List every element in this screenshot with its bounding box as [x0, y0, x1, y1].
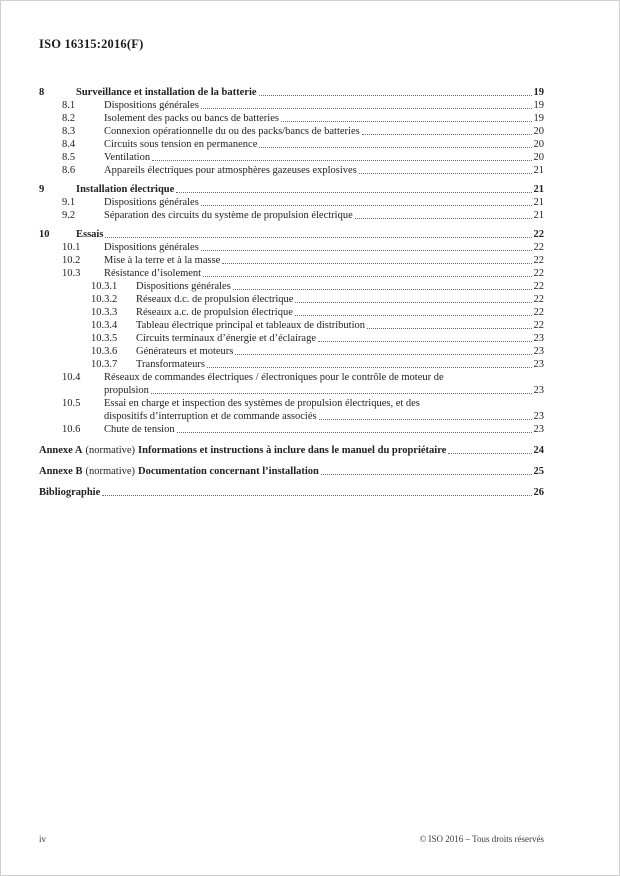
entry-title: Tableau électrique principal et tableaux de distribution	[136, 320, 366, 331]
toc-entry[interactable]	[39, 125, 544, 138]
toc-entry-line	[39, 228, 544, 241]
entry-title: Chute de tension	[104, 424, 175, 435]
annex-normative-tag: (normative)	[85, 445, 136, 456]
toc-entry[interactable]	[39, 196, 544, 209]
entry-title: Générateurs et moteurs	[136, 346, 234, 357]
toc-entry[interactable]	[39, 371, 544, 397]
toc-entry-line	[39, 183, 544, 196]
entry-title: Isolement des packs ou bancs de batteries	[104, 113, 279, 124]
toc-entry-line	[39, 486, 544, 499]
entry-page-number: 22	[533, 320, 544, 331]
entry-page-number: 23	[533, 385, 544, 396]
toc-entry-line	[39, 241, 544, 254]
annex-label: Annexe B	[39, 466, 83, 477]
entry-number: 10.5	[62, 398, 81, 409]
entry-title-continuation: propulsion	[104, 385, 149, 396]
entry-page-number: 19	[533, 87, 544, 98]
entry-title: Réseaux a.c. de propulsion électrique	[136, 307, 293, 318]
entry-number: 10.3.3	[91, 307, 118, 318]
toc-entry[interactable]	[39, 86, 544, 99]
toc-entry[interactable]	[39, 397, 544, 423]
entry-number: 8.5	[62, 152, 76, 163]
entry-title: Documentation concernant l’installation	[138, 466, 319, 477]
entry-number: 8.4	[62, 139, 76, 150]
entry-title: Circuits sous tension en permanence	[104, 139, 258, 150]
dotted-leader	[201, 107, 532, 109]
toc-entry[interactable]	[39, 280, 544, 293]
toc-entry-line	[39, 86, 544, 99]
toc-entry-line	[39, 99, 544, 112]
dotted-leader	[222, 262, 531, 264]
toc-entry[interactable]	[39, 228, 544, 241]
entry-number: 10.6	[62, 424, 81, 435]
dotted-leader	[203, 275, 531, 277]
toc-entry[interactable]	[39, 465, 544, 478]
entry-title: Essais	[76, 229, 104, 240]
entry-title: Appareils électriques pour atmosphères gazeuses explosives	[104, 165, 357, 176]
entry-page-number: 19	[533, 100, 544, 111]
toc-entry-line	[39, 397, 544, 410]
dotted-leader	[102, 494, 531, 496]
entry-number: 10.3.2	[91, 294, 118, 305]
entry-page-number: 21	[533, 184, 544, 195]
entry-title: Circuits terminaux d’énergie et d’éclairage	[136, 333, 316, 344]
entry-page-number: 21	[533, 197, 544, 208]
entry-page-number: 21	[533, 165, 544, 176]
entry-title: Transformateurs	[136, 359, 206, 370]
entry-page-number: 20	[533, 152, 544, 163]
entry-page-number: 22	[533, 281, 544, 292]
entry-page-number: 19	[533, 113, 544, 124]
entry-number: 8.3	[62, 126, 76, 137]
toc-entry[interactable]	[39, 306, 544, 319]
document-reference-header: ISO 16315:2016(F)	[39, 37, 144, 51]
entry-title: Résistance d’isolement	[104, 268, 202, 279]
entry-page-number: 26	[533, 487, 544, 498]
toc-entry-line	[39, 254, 544, 267]
entry-page-number: 24	[533, 445, 544, 456]
entry-number: 8.1	[62, 100, 76, 111]
entry-number: 10.3.6	[91, 346, 118, 357]
entry-title: Mise à la terre et à la masse	[104, 255, 221, 266]
entry-title: Dispositions générales	[104, 197, 199, 208]
toc-entry[interactable]	[39, 319, 544, 332]
entry-title: Réseaux de commandes électriques / électroniques pour le contrôle de moteur de	[104, 372, 444, 383]
entry-page-number: 20	[533, 139, 544, 150]
toc-entry[interactable]	[39, 151, 544, 164]
toc-entry-line	[39, 267, 544, 280]
toc-entry-line	[39, 345, 544, 358]
entry-page-number: 21	[533, 210, 544, 221]
toc-entry[interactable]	[39, 254, 544, 267]
entry-page-number: 22	[533, 229, 544, 240]
entry-title: Dispositions générales	[136, 281, 231, 292]
toc-entry[interactable]	[39, 444, 544, 457]
toc-entry[interactable]	[39, 486, 544, 499]
entry-title: Réseaux d.c. de propulsion électrique	[136, 294, 294, 305]
toc-entry-line	[39, 196, 544, 209]
toc-entry-line	[39, 125, 544, 138]
entry-page-number: 22	[533, 255, 544, 266]
entry-title: Bibliographie	[39, 487, 101, 498]
toc-entry-line	[39, 444, 544, 457]
entry-title: Installation électrique	[76, 184, 175, 195]
entry-number: 10.3.7	[91, 359, 118, 370]
entry-number: 9	[39, 184, 45, 195]
entry-number: 9.2	[62, 210, 76, 221]
toc-entry[interactable]	[39, 358, 544, 371]
entry-number: 10.3.5	[91, 333, 118, 344]
entry-title: Dispositions générales	[104, 242, 199, 253]
toc-entry[interactable]	[39, 138, 544, 151]
entry-page-number: 23	[533, 346, 544, 357]
dotted-leader	[448, 452, 531, 454]
entry-page-number: 25	[533, 466, 544, 477]
entry-page-number: 22	[533, 242, 544, 253]
toc-entry-line-continuation	[39, 410, 544, 423]
toc-entry-line	[39, 293, 544, 306]
dotted-leader	[359, 172, 532, 174]
toc-entry-line	[39, 151, 544, 164]
dotted-leader	[318, 340, 532, 342]
entry-number: 10.4	[62, 372, 81, 383]
toc-entry-line	[39, 280, 544, 293]
page-footer	[39, 834, 544, 844]
toc-entry-line	[39, 138, 544, 151]
dotted-leader	[319, 418, 532, 420]
toc-entry-line	[39, 371, 544, 384]
dotted-leader	[207, 366, 531, 368]
toc-entry[interactable]	[39, 164, 544, 177]
toc-entry-line	[39, 358, 544, 371]
toc-entry[interactable]	[39, 345, 544, 358]
toc-entry[interactable]	[39, 332, 544, 345]
dotted-leader	[362, 133, 532, 135]
entry-page-number: 23	[533, 359, 544, 370]
entry-number: 10.2	[62, 255, 81, 266]
toc-entry-line	[39, 112, 544, 125]
toc-entry-line	[39, 423, 544, 436]
entry-title: Surveillance et installation de la batterie	[76, 87, 257, 98]
entry-number: 10.3	[62, 268, 81, 279]
dotted-leader	[176, 191, 531, 193]
entry-title-continuation: dispositifs d’interruption et de commande associés	[104, 411, 317, 422]
entry-number: 10.3.4	[91, 320, 118, 331]
dotted-leader	[177, 431, 532, 433]
dotted-leader	[151, 392, 532, 394]
entry-number: 10	[39, 229, 50, 240]
toc-entry-line	[39, 306, 544, 319]
dotted-leader	[281, 120, 532, 122]
toc-entry[interactable]	[39, 423, 544, 436]
page-number-roman: iv	[39, 834, 47, 844]
entry-page-number: 20	[533, 126, 544, 137]
toc-entry[interactable]	[39, 209, 544, 222]
dotted-leader	[295, 301, 531, 303]
toc	[39, 80, 544, 499]
toc-entry[interactable]	[39, 112, 544, 125]
entry-page-number: 23	[533, 333, 544, 344]
entry-title: Connexion opérationnelle du ou des packs/bancs de batteries	[104, 126, 360, 137]
toc-entry-line	[39, 164, 544, 177]
entry-title: Ventilation	[104, 152, 151, 163]
toc-entry-line	[39, 332, 544, 345]
toc-entry-line-continuation	[39, 384, 544, 397]
toc-entry[interactable]	[39, 241, 544, 254]
annex-normative-tag: (normative)	[85, 466, 136, 477]
dotted-leader	[295, 314, 532, 316]
entry-title: Séparation des circuits du système de propulsion électrique	[104, 210, 353, 221]
dotted-leader	[105, 236, 531, 238]
entry-page-number: 22	[533, 294, 544, 305]
dotted-leader	[355, 217, 532, 219]
dotted-leader	[201, 204, 532, 206]
entry-page-number: 22	[533, 307, 544, 318]
toc-entry[interactable]	[39, 293, 544, 306]
entry-number: 8	[39, 87, 45, 98]
dotted-leader	[233, 288, 532, 290]
toc-entry[interactable]	[39, 267, 544, 280]
toc-entry-line	[39, 209, 544, 222]
entry-title: Dispositions générales	[104, 100, 199, 111]
entry-number: 8.2	[62, 113, 76, 124]
entry-page-number: 23	[533, 411, 544, 422]
toc-entry[interactable]	[39, 99, 544, 112]
toc-entry[interactable]	[39, 183, 544, 196]
dotted-leader	[152, 159, 531, 161]
entry-number: 9.1	[62, 197, 76, 208]
entry-page-number: 22	[533, 268, 544, 279]
dotted-leader	[367, 327, 531, 329]
toc-entry-line	[39, 465, 544, 478]
dotted-leader	[259, 146, 531, 148]
copyright-notice: © ISO 2016 – Tous droits réservés	[419, 834, 544, 844]
entry-number: 8.6	[62, 165, 76, 176]
dotted-leader	[201, 249, 532, 251]
dotted-leader	[321, 473, 532, 475]
dotted-leader	[259, 94, 532, 96]
entry-number: 10.3.1	[91, 281, 118, 292]
entry-number: 10.1	[62, 242, 81, 253]
annex-label: Annexe A	[39, 445, 83, 456]
entry-title: Essai en charge et inspection des systèmes de propulsion électriques, et des	[104, 398, 420, 409]
dotted-leader	[235, 353, 531, 355]
toc-entry-line	[39, 319, 544, 332]
entry-page-number: 23	[533, 424, 544, 435]
entry-title: Informations et instructions à inclure dans le manuel du propriétaire	[138, 445, 447, 456]
